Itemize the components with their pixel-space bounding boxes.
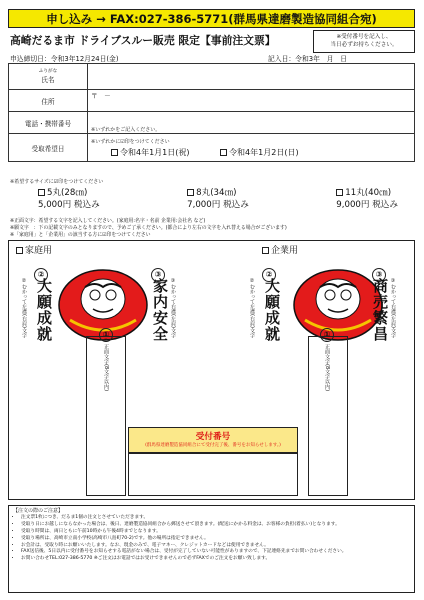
home-front-num: ①: [99, 322, 113, 342]
home-left-caption: ②むかって左襟(右肩)文字: [21, 278, 27, 338]
size-option-3[interactable]: 11丸(40㎝) 9,000円 税込み: [336, 188, 398, 210]
address-field[interactable]: [88, 90, 415, 112]
phone-label: 電話・携帯番号: [9, 112, 88, 134]
receipt-note-box: [313, 30, 415, 53]
note-item: • お会計は、受取り時にお願いいたします。なお、現金のみで、電子マネー、クレジットカードなどは使用できません。: [21, 543, 410, 550]
company-right-caption: ③むかって右襟(左肩)文字: [390, 278, 396, 338]
entry-date: 記入日：令和3年 月 日: [268, 55, 348, 63]
note-item: • 注文票1枚につき、だるま1個の注文とさせていただきます。: [21, 515, 410, 522]
date-option-2[interactable]: 令和4年1月2日(日): [220, 148, 299, 157]
order-form-table: [8, 63, 415, 162]
size-checkbox-3[interactable]: [336, 189, 343, 196]
receipt-title: 受付番号: [195, 432, 231, 442]
size-price-1: 5,000円 税込み: [38, 200, 100, 210]
company-label: 企業用: [271, 246, 299, 256]
size-checkbox-2[interactable]: [187, 189, 194, 196]
home-front-caption: ①正面文字(8文字以内): [103, 338, 109, 392]
postal-prefix: 〒 －: [91, 92, 111, 100]
phone-field[interactable]: [88, 112, 415, 134]
size-price-2: 7,000円 税込み: [187, 200, 249, 210]
deadline: 申込締切日：令和3年12月24日(金): [10, 55, 119, 63]
size-option-2[interactable]: 8丸(34㎝) 7,000円 税込み: [187, 188, 249, 210]
note-item: • 受取り時間は、両日ともに午前10時から午後4時までとなります。: [21, 529, 410, 536]
date-field: [88, 134, 415, 162]
phone-hint: ※いずれかをご記入ください。: [91, 127, 161, 133]
opt-line-1: ※正面文字：希望する文字を記入してください。(家庭用:名字・名前 企業用:会社名 など): [10, 218, 206, 224]
home-checkbox[interactable]: [16, 247, 23, 254]
receipt-note-line2: 当日必ずお持ちください。: [330, 42, 398, 48]
opt-line-3: ※「家庭用」と「企業用」の該当する方に☑印をつけてください: [10, 232, 151, 238]
home-left-text: 大願成就: [35, 278, 53, 342]
size-checkbox-1[interactable]: [38, 189, 45, 196]
home-label: 家庭用: [25, 246, 53, 256]
opt-line-2: ※願文字 ：下の記載文字のみとなりますので、予めご了承ください。(都合により左右の文字を入れ替える場合がございます): [10, 225, 287, 231]
company-left-caption: ②むかって左襟(右肩)文字: [249, 278, 255, 338]
receipt-note-line1: ※受付番号を記入し、: [336, 34, 392, 40]
company-left-text: 大願成就: [263, 278, 281, 342]
size-option-1[interactable]: 5丸(28㎝) 5,000円 税込み: [38, 188, 100, 210]
date-hint: ※いずれかに☑印をつけてください: [91, 138, 170, 145]
address-label: 住所: [9, 90, 88, 112]
home-option[interactable]: [16, 243, 52, 256]
name-label-cell: [9, 64, 88, 90]
date-checkbox-1[interactable]: [111, 149, 118, 156]
receipt-sub: (群馬県達磨製造協同組合にて受付完了後、番号をお知らせします。): [145, 443, 281, 448]
company-front-input[interactable]: [308, 336, 348, 496]
notes-box: [8, 505, 415, 593]
company-front-caption: ①正面文字(8文字以内): [324, 338, 330, 392]
home-front-input[interactable]: [86, 336, 126, 496]
company-left-num: ②: [262, 262, 276, 282]
home-right-text: 家内安全: [151, 278, 169, 342]
note-item: • 受取り日にお越しにならなかった場合は、後日、達磨製造協同組合から郵送させて頂きます。(配送にかかる料金は、お客様の負担(着払い)となります。: [21, 522, 410, 529]
page-title: 高崎だるま市 ドライブスルー販売 限定【事前注文票】: [10, 34, 276, 47]
home-right-caption: ③むかって右襟(左肩)文字: [170, 278, 176, 338]
notes-list: [13, 515, 410, 563]
receipt-number-box: [128, 427, 298, 453]
size-options: [38, 186, 398, 210]
furigana-label: ふりがな: [38, 69, 58, 74]
notes-title: 【注文の際のご注意】: [13, 508, 64, 514]
company-front-num: ①: [320, 322, 334, 342]
company-right-text: 商売繁昌: [371, 278, 389, 342]
name-label: 氏名: [41, 76, 55, 84]
company-right-num: ③: [372, 262, 386, 282]
receipt-number-field: [128, 453, 298, 496]
date-label: 受取希望日: [9, 134, 88, 162]
note-item: • 受取り場所は、高崎市立南小学校(高崎市八島町70-2)です。他の場所は指定できません。: [21, 536, 410, 543]
option-notes: [10, 218, 415, 239]
home-left-num: ②: [34, 262, 48, 282]
date-option-1[interactable]: 令和4年1月1日(祝): [111, 148, 190, 157]
company-checkbox[interactable]: [262, 247, 269, 254]
size-hint: ※希望するサイズに☑印をつけてください: [10, 179, 104, 185]
note-item: • お問い合わせTEL:027-386-5770 ※ご注文はお電話ではお受けできませんので必ずFAXでのご注文をお願い致します。: [21, 556, 410, 563]
fax-banner: 申し込み → FAX:027-386-5771(群馬県達磨製造協同組合宛): [8, 9, 415, 28]
note-item: • FAX送信後、5日以内に受付番号をお知らせする電話がない場合は、受付が完了していない可能性がありますので、下記連絡先までお問い合わせください。: [21, 549, 410, 556]
home-right-num: ③: [151, 262, 165, 282]
name-field[interactable]: [88, 64, 415, 90]
company-option[interactable]: [262, 243, 298, 256]
size-price-3: 9,000円 税込み: [336, 200, 398, 210]
date-checkbox-2[interactable]: [220, 149, 227, 156]
